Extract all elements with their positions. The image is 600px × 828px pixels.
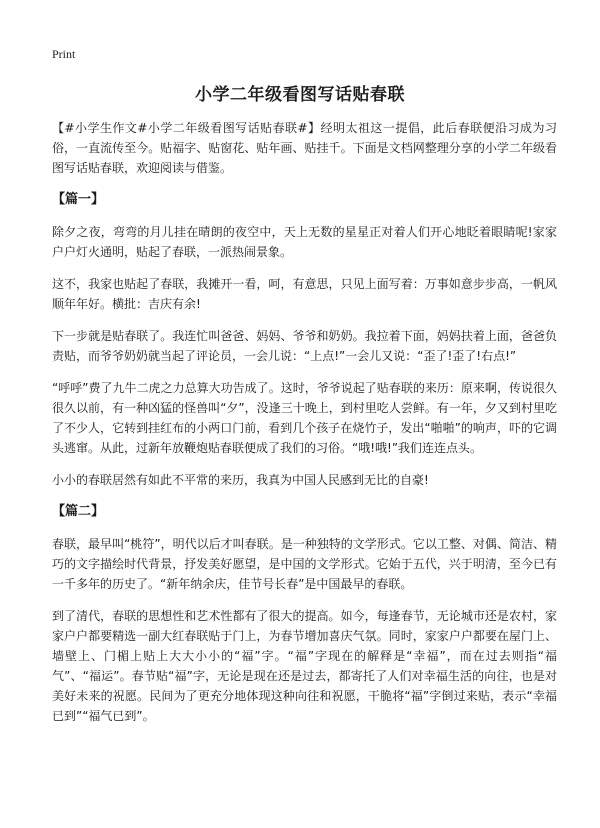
section-1-paragraph-4: “呼呼”费了九牛二虎之力总算大功告成了。这时，爷爷说起了贴春联的来历：原来啊，传说很久很久以前，有一种凶猛的怪兽叫“夕”，没逢三十晚上，到村里吃人尝鲜。有一年，夕又到村里吃了不少人，它转到挂红布的小两口门前，看到几个孩子在烧竹子，发出“啪啪”的响声，吓的它调头逃窜。从此，过新年放鞭炮贴春联便成了我们的习俗。“哦!哦!”我们连连点头。 <box>52 381 557 455</box>
section-1-paragraph-1: 除夕之夜，弯弯的月儿挂在晴朗的夜空中，天上无数的星星正对着人们开心地眨着眼睛呢!家家户户灯火通明，贴起了春联，一派热闹景象。 <box>52 225 557 259</box>
section-1-paragraph-2: 这不，我家也贴起了春联，我摊开一看，呵，有意思，只见上面写着：万事如意步步高，一帆风顺年年好。横批：吉庆有余! <box>52 277 557 311</box>
page-title: 小学二年级看图写话贴春联 <box>195 85 405 105</box>
section-heading-2: 【篇二】 <box>52 504 105 519</box>
section-2-paragraph-2: 到了清代，春联的思想性和艺术性都有了很大的提高。如今，每逢春节，无论城市还是农村，家家户户都要精选一副大红春联贴于门上，为春节增加喜庆气氛。同时，家家户户都要在屋门上、墙壁上、门楣上贴上大大小小的“福”字。“福”字现在的解释是“幸福”，而在过去则指“福气”、“福运”。春节贴“福”字，无论是现在还是过去，都寄托了人们对幸福生活的向往，也是对美好未来的祝愿。民间为了更充分地体现这种向往和祝愿，干脆将“福”字倒过来贴，表示“幸福已到”“福气已到”。 <box>52 609 557 723</box>
section-1-paragraph-3: 下一步就是贴春联了。我连忙叫爸爸、妈妈、爷爷和奶奶。我拉着下面，妈妈扶着上面，爸爸负责贴，而爷爷奶奶就当起了评论员，一会儿说：“上点!”一会儿又说：“歪了!歪了!右点!” <box>52 329 557 363</box>
section-2-paragraph-1: 春联，最早叫“桃符”，明代以后才叫春联。是一种独特的文学形式。它以工整、对偶、简洁、精巧的文字描绘时代背景，抒发美好愿望，是中国的文学形式。它始于五代，兴于明清，至今已有一千多年的历史了。“新年纳余庆，佳节号长春”是中国最早的春联。 <box>52 537 557 591</box>
section-1-paragraph-5: 小小的春联居然有如此不平常的来历，我真为中国人民感到无比的自豪! <box>52 473 429 487</box>
section-heading-1: 【篇一】 <box>52 192 105 207</box>
print-label: Print <box>52 47 76 61</box>
intro-paragraph: 【#小学生作文#小学二年级看图写话贴春联#】经明太祖这一提倡，此后春联便沿习成为习俗，一直流传至今。贴福字、贴窗花、贴年画、贴挂千。下面是文档网整理分享的小学二年级看图写话贴春联，欢迎阅读与借鉴。 <box>52 121 557 175</box>
article-body <box>52 118 557 738</box>
